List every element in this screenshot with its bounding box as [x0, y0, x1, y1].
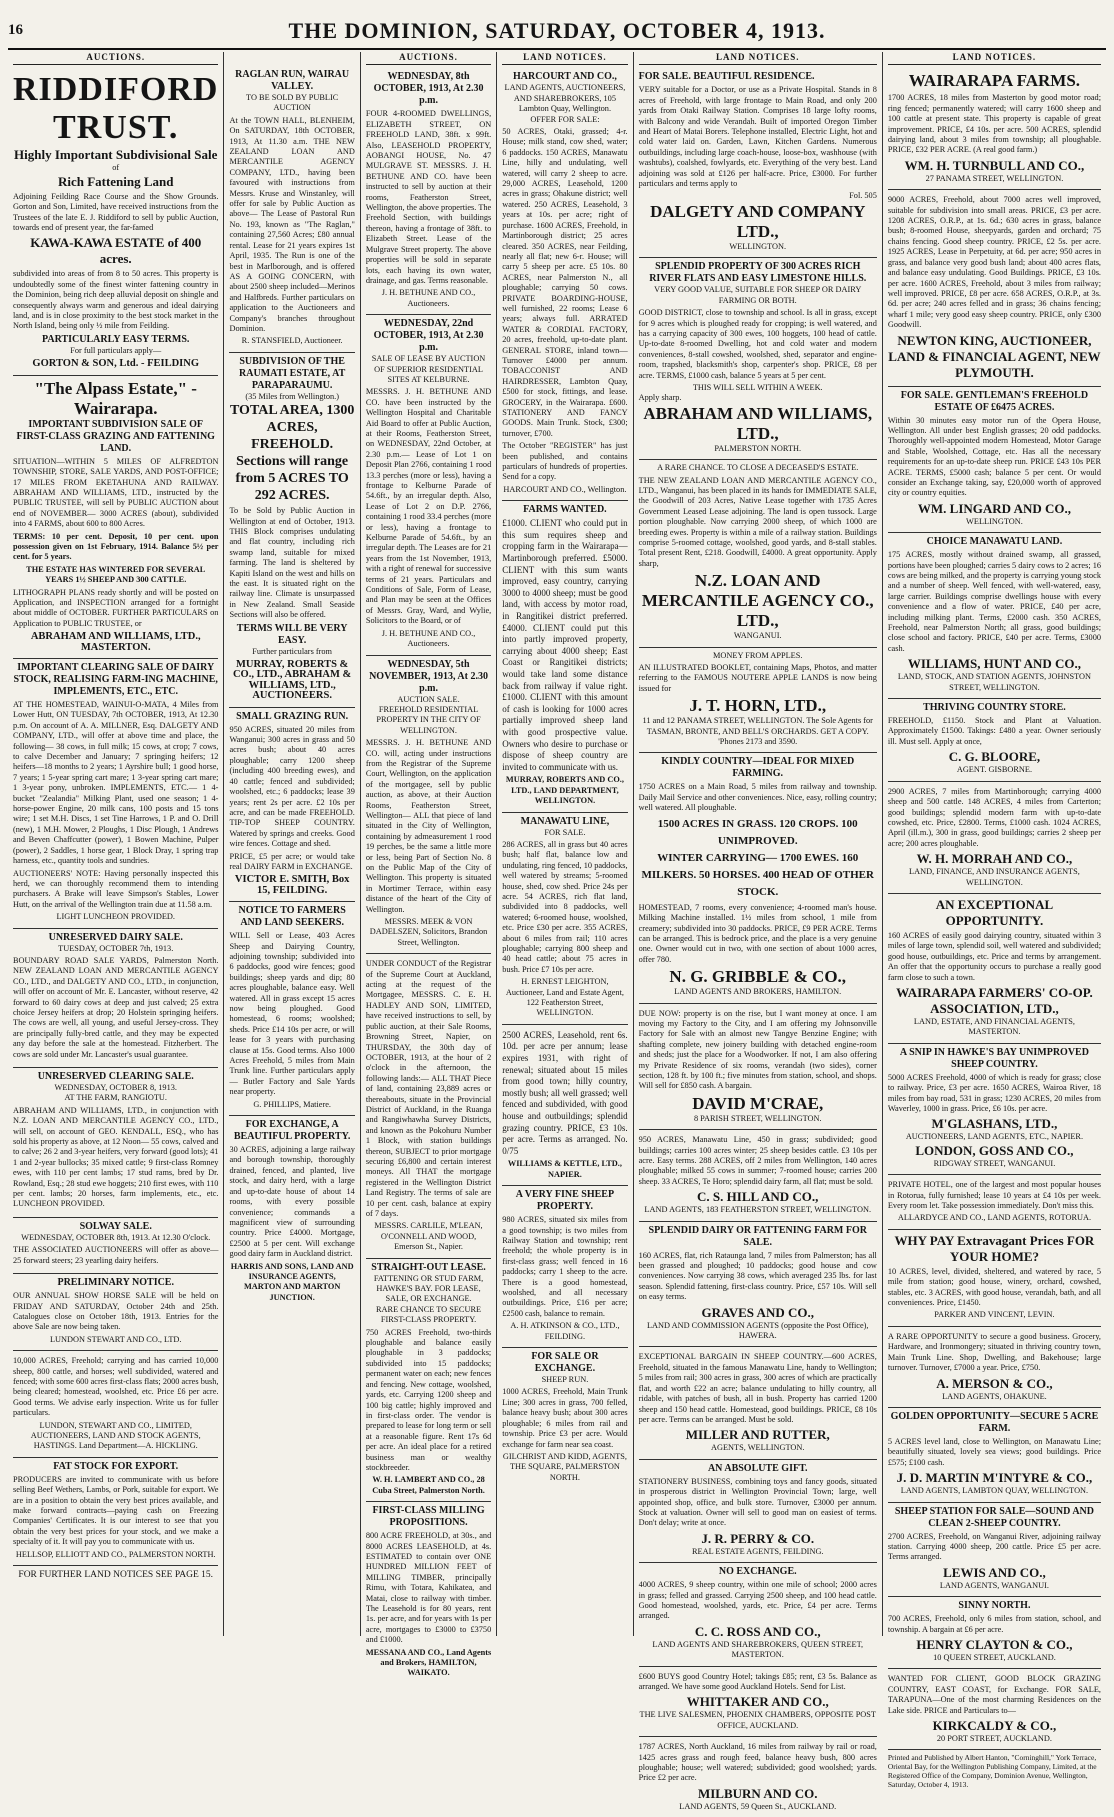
ad-agent: N. G. GRIBBLE & CO., [669, 967, 847, 987]
ad-agent: J. R. PERRY & CO. [701, 1530, 815, 1546]
ad-agent: WM. LINGARD AND CO., [917, 500, 1071, 516]
ad-body: FREEHOLD, £1150. Stock and Plant at Valuation. Approximately £1500. Takings: £480 a year. Owner seriously ill. Must sell. Apply at once, [887, 716, 1102, 746]
columns [8, 52, 1106, 1811]
ad-title: WAIRARAPA FARMS. [908, 71, 1081, 91]
ad-date: WEDNESDAY, OCTOBER 8, 1913. [54, 1083, 177, 1092]
ad-title: NO EXCHANGE. [718, 1566, 797, 1578]
ad-newton-king [888, 190, 1101, 386]
ad-note: LIGHT LUNCHEON PROVIDED. [56, 912, 175, 922]
ad-body: PRIVATE HOTEL, one of the largest and most popular houses in Rotorua, fully furnished; lease 10 years at £4 10s per week. Every room let. Take possession immediately. Don't miss this. [887, 1180, 1102, 1211]
ad-alpass-estate [13, 376, 218, 659]
ad-gentlemans-estate [888, 387, 1101, 534]
ad-body: 1787 ACRES, North Auckland, 16 miles from railway by rail or road, 1425 acres grass and rough feed, balance heavy bush, 800 acres ploughable; house; well watered; subdivided; good woolshed; yards. Price £2 per acre. [638, 1742, 877, 1783]
ad-title: SPLENDID DAIRY OR FATTENING FARM FOR SALE. [648, 1224, 867, 1248]
ad-agent: NEWTON KING, AUCTIONEER, LAND & FINANCIAL AGENT, NEW PLYMOUTH. [888, 332, 1101, 380]
ad-agent: HARCOURT AND CO., Wellington. [503, 484, 627, 494]
ad-body: 980 ACRES, situated six miles from a good township; is two miles from Railway Station and township; rent freehold; the whole property is in first-class grass; well fenced in 16 paddocks; carry 1 sheep to the acre. There is a good homestead, woolshed, and all necessary outbuildings. Price, £16 per acre; £2500 cash, balance to remain. [502, 1215, 628, 1318]
ad-mortgagee-sale [366, 954, 491, 1258]
see-page-note: FOR FURTHER LAND NOTICES SEE PAGE 15. [18, 1570, 214, 1581]
ad-fat-stock-export [13, 1458, 218, 1566]
ad-manawatu-line [502, 813, 627, 1025]
ad-title: PRELIMINARY NOTICE. [57, 1277, 174, 1289]
ad-agent: WM. H. TURNBULL AND CO., [904, 157, 1085, 173]
ad-dairy-fattening-farm [639, 1222, 877, 1348]
ad-agent: R. STANSFIELD, Auctioneer. [241, 336, 343, 346]
ad-title: FIRST-CLASS MILLING PROPOSITIONS. [372, 1505, 485, 1529]
ad-town: PALMERSTON NORTH. [714, 443, 802, 453]
ad-agent: MESSANA AND CO., Land Agents and Brokers, HAMILTON, WAIKATO. [365, 1647, 492, 1678]
ad-body: LITHOGRAPH PLANS ready shortly and will be posted on Application, and INSPECTION arranged for a fortnight about middle of OCTOBER. FURTHER PARTICULARS on Application to PUBLIC TRUSTEE, or [13, 587, 219, 628]
ad-agent: WILLIAMS & KETTLE, LTD., NAPIER. [507, 1159, 622, 1179]
column-5 [634, 52, 883, 1811]
ad-address: THE LIVE SALESMEN, PHOENIX CHAMBERS, OPPOSITE POST OFFICE, AUCKLAND. [639, 1710, 876, 1730]
ad-price: PRICE, £5 per acre; or would take real DAIRY FARM in EXCHANGE. [229, 851, 355, 871]
ad-apply: For full particulars apply— [70, 345, 162, 355]
ad-title: FOR EXCHANGE, A BEAUTIFUL PROPERTY. [233, 1119, 351, 1143]
ad-rare-opportunity [888, 1327, 1101, 1408]
ad-title: AN ABSOLUTE GIFT. [707, 1462, 808, 1474]
ad-address: RIDGWAY STREET, WANGANUI. [933, 1158, 1056, 1168]
ad-body: 160 ACRES of easily good dairying country, situated within 3 miles of large town, splendid soil, well watered and subdivided; good house, outbuildings, etc. Price and terms by arrangement. An offer that the opportunity occurs to purchase a really good farm close to such a town. [887, 930, 1102, 982]
ad-clearing-sale-wainuiomata [13, 659, 218, 929]
ad-agent: J. T. HORN, LTD., [689, 696, 827, 716]
ad-morrah [888, 782, 1101, 894]
ad-note: THIS WILL SELL WITHIN A WEEK. [692, 382, 823, 392]
ad-subtitle: SALE OF LEASE BY AUCTION OF SUPERIOR RESIDENTIAL SITES AT KELBURNE. [371, 354, 486, 384]
ad-title: SINNY NORTH. [958, 1600, 1031, 1612]
ad-notice-to-farmers [229, 902, 354, 1116]
ad-title: FOR SALE. GENTLEMAN'S FREEHOLD ESTATE OF £6475 ACRES. [900, 389, 1089, 413]
ad-agent: MESSRS. CARLILE, M'LEAN, O'CONNELL AND WOOD, Emerson St., Napier. [374, 1221, 483, 1252]
ad-agent: A. MERSON & CO., [936, 1375, 1053, 1391]
ad-town: WELLINGTON. [729, 241, 787, 251]
ad-grass-crops: 1500 ACRES IN GRASS. 120 CROPS. 100 UNIMPROVED. [657, 817, 858, 847]
ad-body: 5000 ACRES Freehold, 4000 of which is ready for grass; close to railway. Price, £3 per acre. 1650 ACRES, Wairoa River, 18 miles from bay road, 531 in grass; 1230 ACRES, 20 miles from Waverley, 1000 in grass. Price, £6 10s. per acre. [887, 1072, 1102, 1113]
ad-body: £600 BUYS good Country Hotel; takings £85; rent, £3 5s. Balance as arranged. We have some good Auckland Hotels. Send for List. [638, 1671, 877, 1691]
ad-unreserved-dairy-sale [13, 929, 218, 1068]
ad-body: OUR ANNUAL SHOW HORSE SALE will be held on FRIDAY AND SATURDAY, October 24th and 25th. Catalogues close on October 18th, 1913. Entries for the above Sale are now being taken. [13, 1291, 219, 1332]
ad-agent: W. H. MORRAH AND CO., [916, 851, 1073, 867]
ad-body: 2700 ACRES, Freehold, on Wanganui River, adjoining railway station. Carrying 4000 sheep, 200 cattle. Price £5 per acre. Terms arranged. [887, 1531, 1102, 1562]
column-header: LAND NOTICES. [639, 52, 877, 65]
ad-winter-carrying: WINTER CARRYING— 1700 EWES. 160 MILKERS. 50 HORSES. 400 HEAD OF OTHER STOCK. [641, 851, 874, 898]
ad-harcourt [502, 68, 627, 501]
ad-terms: PARTICULARLY EASY TERMS. [42, 333, 190, 345]
ad-country-hotel [639, 1667, 877, 1738]
ad-agent: WHITTAKER AND CO., [686, 1694, 829, 1710]
ad-body: UNDER CONDUCT of the Registrar of the Supreme Court at Auckland, acting at the request of the Mortgagee, MESSRS. C. E. H. HADLEY AND SON, LIMITED, have received instructions to sell, by public auction, at their Sale Rooms, Browning Street, Napier, on THURSDAY, the 30th day of OCTOBER, 1913, at the hour of 2 o'clock in the afternoon, the following lands:— ALL THAT Piece of land, containing 23,889 acres or thereabouts, situate in the Provincial District of Auckland, in the Ruanga and Rangiwhawha Survey Districts, and known as the Pokohuru Number 1 Block, with station buildings thereon, SUBJECT to prior mortgage securing £6,800 and certain interest moneys. All THAT the mortgage registered in the Wellington District Land Registry. The terms of sale are 10 per cent. cash, balance at expiry of 7 days. [365, 959, 492, 1218]
ad-address: AUCTIONEERS, LAND AGENTS, ETC., NAPIER. [905, 1132, 1084, 1142]
ad-title: FAT STOCK FOR EXPORT. [53, 1460, 179, 1472]
ad-body: 700 ACRES, Freehold, only 6 miles from station, school, and township. A bargain at £6 per acre. [887, 1614, 1102, 1634]
ad-agent: A. H. ATKINSON & CO., LTD., FEILDING. [510, 1321, 620, 1341]
ad-agent: LONDON, GOSS AND CO., [915, 1142, 1074, 1158]
ad-town: WANGANUI. [733, 631, 782, 641]
ad-subtitle: AUCTION SALE. [397, 694, 460, 704]
ad-address: LAND AGENTS, OHAKUNE. [942, 1391, 1047, 1401]
ad-golden-opportunity [888, 1408, 1101, 1503]
ad-body: DUE NOW: property is on the rise, but I want money at once. I am moving my Factory to the City, and I am offering my Johnsonville Factory for Sale with an almost new Tangye Benzine Engine; with shafting complete, new joinery building with detached engine-room and sheds; just the place for a Woodworker. If not, I am also offering my Private Residence of six rooms, verandah (two sides), corner section, 128 ft. by 100 ft.; five minutes from station, school, and shops. Will sell for £850 cash. A bargain. [638, 1008, 877, 1091]
ad-agent: HARRIS AND SONS, LAND AND INSURANCE AGENTS, MARTON AND MARTON JUNCTION. [230, 1261, 354, 1302]
newspaper-title: THE DOMINION, SATURDAY, OCTOBER 4, 1913. [288, 18, 826, 43]
ad-country-store [888, 699, 1101, 782]
ad-agent: DAVID M'CRAE, [692, 1093, 824, 1113]
ad-title: WEDNESDAY, 22nd OCTOBER, 1913, At 2.30 p.m. [373, 318, 484, 354]
ad-subtitle: FREEHOLD RESIDENTIAL PROPERTY IN THE CITY OF WELLINGTON. [376, 704, 481, 735]
ad-address: LAND AND COMMISSION AGENTS (opposite the Post Office), HAWERA. [646, 1320, 869, 1341]
ad-body: ABRAHAM AND WILLIAMS, LTD., in conjunction with N.Z. LOAN AND MERCANTILE AGENCY CO., LTD., will sell, on account of GEO. KENDALL, ESQ., who has sold his property as above, at 12 Noon— 55 cows, calved and to calve; 26 2 and 3-year heifers, very forward (good lots); 41 1 and 2-year bullocks; 35 mixed cattle; 9 first-class Romney ewes, with 110 per cent lambs; 17 stud rams, bred by Dr. Rowland, Esq.; 28 stud ewe hoggets; 210 first ewes, with 110 per cent. lambs; 20 horses, farm implements, etc., etc. LUNCHEON PROVIDED. [13, 1105, 219, 1209]
ad-body: A RARE OPPORTUNITY to secure a good business. Grocery, Hardware, and Ironmongery; situated in thriving country town, Main Trunk Line. Shop, Dwelling, and Bakehouse; large turnover. Turnover, £7000 a year. Price, £750. [887, 1331, 1102, 1373]
ad-agent: GORTON & SON, Ltd. - FEILDING [32, 358, 200, 370]
ad-agent: LEWIS AND CO., [943, 1564, 1046, 1580]
ad-subtitle: Rich Fattening Land [57, 173, 174, 189]
ad-city-property [366, 656, 491, 955]
ad-body: 10,000 ACRES, Freehold; carrying and has carried 10,000 sheep, 800 cattle, and horses; well subdivided, watered and fenced; with some 600 acres first-class flats; 2000 acres bush, being cleared; homestead, woolshed, etc. Price £6 per acre. Good terms. We advise early inspection. Write us for fuller particulars. [13, 1356, 219, 1418]
ad-sheep-run-exchange [502, 1348, 627, 1488]
ad-title: SHEEP STATION FOR SALE—SOUND AND CLEAN 2-SHEEP COUNTRY. [894, 1505, 1094, 1529]
ad-agent: H. ERNEST LEIGHTON, Auctioneer, Land and Estate Agent, 122 Featherston Street, WELLINGTON. [505, 977, 624, 1018]
ad-body: 2900 ACRES, 7 miles from Martinborough; carrying 4000 sheep and 500 cattle. 148 ACRES, 4 miles from Carterton; good buildings; splendid modern farm with up-to-date cowshed, etc. Price, £2800. Terms, £1000 cash. 1024 ACRES, April (ill.m.), 300 in grass, good buildings; carries 2 sheep per acre; 200 acres ploughable. [887, 786, 1102, 848]
ad-estate: KAWA-KAWA ESTATE of 400 acres. [30, 235, 202, 267]
ad-terms: TERMS WILL BE VERY EASY. [236, 622, 348, 646]
ad-body: THE NEW ZEALAND LOAN AND MERCANTILE AGENCY CO., LTD., Wanganui, has been placed in its hands for IMMEDIATE SALE, the Goodwill of 203 Acres, Native Lease together with 1735 Acres Government Leased Lease adjoining. The land is open tussock. Large portion ploughable. Now carrying 2000 sheep, of which 1000 are breeding ewes. Property is within a mile of a railway station. Buildings comprise 5-roomed cottage, woolshed, good yards, and 8-stall stables. Total present Rent, £218. Goodwill, £4000. A great opportunity. Apply sharp, [638, 475, 877, 568]
ad-title: SUBDIVISION OF THE RAUMATI ESTATE, AT PARAPARAUMU. [239, 355, 346, 391]
ad-terms: TERMS: 10 per cent. Deposit, 10 per cent. upon possession given on 1st February, 1914. Balance 5½ per cent. for 5 years. [13, 531, 219, 562]
ad-title: RAGLAN RUN, WAIRAU VALLEY. [235, 69, 350, 92]
ad-agent: C. S. HILL AND CO., [697, 1189, 819, 1205]
ad-title: SOLWAY SALE. [79, 1220, 152, 1232]
ad-address: LAND AGENTS, 59 Queen St., AUCKLAND. [679, 1801, 837, 1811]
ad-body: STATIONERY BUSINESS, combining toys and fancy goods, situated in prosperous district in Wellington Provincial Town; large, well appointed shop, office, and bulk store. Turnover, £3000 per annum. Stock at valuation. Owner will sell to good man on easiest of terms. Don't delay; write at once. [638, 1476, 877, 1528]
ad-no-exchange [639, 1563, 877, 1666]
ad-agent: MILBURN AND CO. [697, 1785, 818, 1801]
ad-money-from-apples [639, 648, 877, 754]
ad-agent: LUNDON STEWART AND CO., LTD. [49, 1334, 182, 1344]
ad-address: LAND, ESTATE, AND FINANCIAL AGENTS, MASTERTON. [913, 1016, 1075, 1037]
ad-hawkes-bay-snip [888, 1044, 1101, 1175]
masthead [8, 8, 1106, 50]
ad-agent: J. H. BETHUNE AND CO., Auctioneers. [381, 288, 476, 308]
ad-title: FOR SALE. BEAUTIFUL RESIDENCE. [638, 71, 815, 83]
ad-subtitle: RARE CHANCE TO SECURE FIRST-CLASS PROPERTY. [376, 1304, 482, 1325]
ad-title: AN EXCEPTIONAL OPPORTUNITY. [935, 896, 1054, 928]
ad-address: LAND, FINANCE, AND INSURANCE AGENTS, WELLINGTON. [909, 867, 1080, 887]
ad-title: CHOICE MANAWATU LAND. [926, 536, 1063, 548]
ad-title: SMALL GRAZING RUN. [236, 710, 349, 722]
ad-body: SITUATION—WITHIN 5 MILES OF ALFREDTON TOWNSHIP, STORE, SALE YARDS, AND POST-OFFICE; 17 MILES FROM EKETAHUNA AND RAILWAY. ABRAHAM AND WILLIAMS, LTD., instructed by the PUBLIC TRUSTEE, will sell by PUBLIC AUCTION about end of NOVEMBER— 3000 ACRES (about), subdivided into 4 FARMS, about 600 to 800 Acres. [13, 456, 219, 529]
ad-title: HARCOURT AND CO., [512, 71, 617, 83]
ad-body: 10 ACRES, level, divided, sheltered, and watered by race, 5 mile from station; good house, winery, orchard, cowshed, stables, etc. 3 ACRES, with good house, verandah, bath, and all conveniences. Price, £1450. [887, 1266, 1102, 1308]
ad-title: RIDDIFORD TRUST. [13, 71, 219, 147]
ad-date: WEDNESDAY, OCTOBER 8th, 1913. At 12.30 O'clock. [21, 1232, 211, 1242]
ad-kelburne-sites [366, 315, 491, 655]
column-4 [497, 52, 633, 1636]
ad-agent: MESSRS. MEEK & VON DADELSZEN, Solicitors, Brandon Street, Wellington. [369, 917, 488, 947]
ad-title: SPLENDID PROPERTY OF 300 ACRES RICH RIVER FLATS AND EASY LIMESTONE HILLS. [649, 261, 867, 285]
ad-body: 160 ACRES, flat, rich Rataunga land, 7 miles from Palmerston; has all been grassed and ploughed; 10 paddocks; good house and cow conveniences. Now carrying 38 cows, which averaged 235 lbs. for last season. Splendid fattening, first-class country. Price, £57 10s. Will sell on easy terms. [638, 1250, 877, 1302]
ad-for-exchange [229, 1116, 354, 1308]
ad-subtitle: Highly Important Subdivisional Sale [14, 147, 218, 163]
ad-title: THRIVING COUNTRY STORE. [923, 702, 1066, 714]
ad-exceptional-opportunity [888, 894, 1101, 1044]
ad-address: 8 PARISH STREET, WELLINGTON. [693, 1113, 822, 1123]
ad-address: AGENTS, WELLINGTON. [711, 1443, 805, 1453]
ad-body: Adjoining Feilding Race Course and the Show Grounds. Gorton and Son, Limited, have received instructions from the Trustees of the late E. J. Riddiford to sell by public Auction, towards end of present year, the far-famed [13, 191, 219, 233]
ad-subtitle: TO BE SOLD BY PUBLIC AUCTION [246, 93, 339, 113]
column-header: LAND NOTICES. [502, 52, 627, 65]
ad-agent: WAIRARAPA FARMERS' CO-OP. ASSOCIATION, LTD., [896, 984, 1093, 1016]
ad-agent: M'GLASHANS, LTD., [931, 1116, 1058, 1132]
ad-milling-propositions [366, 1502, 491, 1684]
column-1 [8, 52, 224, 1636]
ad-place: AT THE FARM, RANGIOTU. [64, 1093, 168, 1103]
ad-apply: Further particulars from [252, 646, 332, 656]
ad-subtitle: SHEEP RUN. [541, 1375, 589, 1385]
ad-body: GOOD DISTRICT, close to township and school. Is all in grass, except for 9 acres which is ploughed ready for cropping; is well watered, and has a carrying capacity of 300 ewes, 100 hoggets, 100 head of cattle. Up-to-date 8-roomed Dwelling, hot and cold water and modern conveniences, 8-stall cowshed, woolshed, shed, separator and engine-room, trapshed, blacksmith's shop, carpenter's shop. PRICE, £8 per acre. TERMS, £1000 cash, balance 5 years at 5 per cent. [638, 308, 877, 380]
ad-address: REAL ESTATE AGENTS, FEILDING. [691, 1546, 824, 1556]
ad-sections: Sections will range from 5 ACRES TO 292 ACRES. [235, 454, 349, 504]
ad-total-area: TOTAL AREA, 1300 ACRES, FREEHOLD. [229, 403, 355, 453]
column-3 [361, 52, 497, 1678]
ad-body: 950 ACRES, Manawatu Line, 450 in grass; subdivided; good buildings; carries 100 acres winter; 25 sheep besides cattle. £3 10s per acre. Easy terms. 288 ACRES, off 2 miles from Wellington, 140 acres ploughable; milked 55 cows in summer; 7-roomed house; carries 200 sheep. 33 ACRES, Te Horo; splendid dairy farm, all flat; must be sold. [638, 1135, 877, 1186]
ad-beautiful-residence [639, 68, 877, 258]
ad-address: 10 QUEEN STREET, AUCKLAND. [933, 1652, 1056, 1662]
ad-title: NOTICE TO FARMERS AND LAND SEEKERS. [238, 905, 346, 929]
column-6 [883, 52, 1106, 1790]
ad-body: BOUNDARY ROAD SALE YARDS, Palmerston North. NEW ZEALAND LOAN AND MERCANTILE AGENCY CO., LTD., and DALGETY AND CO., LTD., in conjunction, will offer on account of Mr. E. Lancaster, without reserve, 42 forward to 60 dairy cows at deep and just calved; 25 extra choice Jersey heifers at drop; 20 Holstein springing heifers. The cows are well, all young, and useful Jersey-cross. They are principally fully-bred cattle, and they may be expected any day before the sale at the homestead. Fitzherbert. The cows are sold under Mr. Lancaster's usual guarantee. [13, 955, 219, 1059]
ad-town: LAND AGENTS AND BROKERS, HAMILTON. [674, 987, 842, 997]
ad-address: WELLINGTON. [966, 516, 1023, 526]
ad-body: THE ASSOCIATED AUCTIONEERS will offer as above— 25 forward steers; 23 yearling dairy heifers. [13, 1245, 219, 1265]
ad-sinny-north [888, 1597, 1101, 1669]
column-2 [224, 52, 360, 1636]
ad-body: AN ILLUSTRATED BOOKLET, containing Maps, Photos, and matter referring to the FAMOUS NOUTERE APPLE LANDS is now being issued for [638, 663, 877, 693]
ad-solway-sale [13, 1218, 218, 1274]
ad-agent: PARKER AND VINCENT, LEVIN. [934, 1310, 1055, 1320]
ad-raumati-estate [229, 353, 354, 708]
ad-subtitle: FOR SALE. [544, 827, 586, 837]
ad-agent: WILLIAMS, HUNT AND CO., [907, 656, 1081, 672]
column-header: AUCTIONS. [13, 52, 218, 65]
ad-agent: J. H. BETHUNE AND CO., Auctioneers. [381, 628, 476, 649]
ad-body: AT THE HOMESTEAD, WAINUI-O-MATA, 4 Miles from Lower Hutt, ON TUESDAY, 7th OCTOBER, 1913, At 12.30 p.m. On account of A. A. MILLNER, Esq. DALGETY AND COMPANY, LTD., will offer at above time and place, the following— 38 cows, in full milk; 15 cows, at crop; 7 cows, to calve December and January; 7 springing heifers; 12 heifers—18 months to 2 years; 1 Ayrshire bull; 1 good horse, 7 years; 1 5-year spring cart mare; 1 3-year spring cart mare; 1 3-year pony, unbroken. IMPLEMENTS, ETC.— 1 4-bucket "Zealandia" Milking Plant, used one season; 1 4-horse-power Engine, 20 milk cans, 100 posts and 15 tons wire; 1 set M.H. Discs, 1 set Tine Harrows, 1 P. and O. Drill (new), 1 M.H. Mower, 2 Ploughs, 1 Disc Plough, 1 Andrews and Beven Chaffcutter (power), 1 Bowen Machine, Pulper (power), 2 Saddles, 1 horse gear, 1 Block Dray, 1 spring trap harness, etc., quantity tools and sundries. [13, 700, 219, 866]
ad-body: 1750 ACRES on a Main Road, 5 miles from railway and township. Daily Mail Service and other conveniences. Nice, easy, rolling country; well watered. All ploughable. [638, 782, 877, 813]
ad-title: IMPORTANT CLEARING SALE OF DAIRY STOCK, REALISING FARM-ING MACHINE, IMPLEMENTS, ETC., ETC. [13, 662, 218, 697]
ad-agent: DALGETY AND COMPANY LTD., [650, 201, 866, 241]
ad-body: AUCTIONEERS' NOTE: Having personally inspected this herd, we can thoroughly recommend them to intending purchasers. A Brake will leave Simpson's Stables, Lower Hutt, on the arrival of the Wellington train due at 11.58 a.m. [13, 868, 219, 909]
ad-text: of [112, 163, 120, 173]
ad-raglan-run [229, 66, 354, 353]
ad-wairarapa-farms [888, 68, 1101, 190]
ad-body: HOMESTEAD, 7 rooms, every convenience; 4-roomed man's house. Milking Machine installed. 1½ miles from school, 1 mile from creamery; subdivided into 30 paddocks. PRICE, £9 PER ACRE. Terms can be arranged. This is bedrock price, and the place is a very genuine one. Owner would cut in two, with one section of about 1000 acres, offer 780. [638, 902, 877, 964]
ad-title: GOLDEN OPPORTUNITY—SECURE 5 ACRE FARM. [890, 1410, 1099, 1434]
ad-note: THE ESTATE HAS WINTERED FOR SEVERAL YEARS 1½ SHEEP AND 300 CATTLE. [26, 564, 206, 585]
ad-private-hotel [888, 1175, 1101, 1230]
ad-title: KINDLY COUNTRY—IDEAL FOR MIXED FARMING. [661, 756, 855, 780]
ad-title: UNRESERVED CLEARING SALE. [37, 1071, 194, 1082]
ad-preliminary-notice [13, 1274, 218, 1351]
ad-agent: MURRAY, ROBERTS AND CO., LTD., LAND DEPARTMENT, WELLINGTON. [505, 775, 624, 806]
ad-title: FARMS WANTED. [523, 504, 607, 516]
ad-title: FOR SALE OR EXCHANGE. [531, 1351, 599, 1375]
ad-body: 5 ACRES level land, close to Wellington, on Manawatu Line; beautifully situated, lovely sea views; good buildings. Price £575; £100 cash. [887, 1436, 1102, 1467]
ad-body: 750 ACRES Freehold, two-thirds ploughable and balance easily ploughable in 3 paddocks; subdivided into 15 paddocks; permanent water on each; new fences and fencing. New cottage, woolshed, yards, etc. Carrying 1200 sheep and 100 big cattle; highly improved and in first-class order. The vendor is prepared to lease for long term or sell at a reasonable figure. Rent 17s 6d per acre. An ideal place for a retired business man or wealthy stockbreeder. [365, 1327, 492, 1472]
ad-choice-manawatu [888, 533, 1101, 699]
ad-body: 50 ACRES, Otaki, grassed; 4-r. House; milk stand, cow shed, water; 6 paddocks. 150 ACRES, Manawatu Line, hilly and undulating, well watered, will carry 2 sheep to acre. 29,000 ACRES, Leasehold, 1200 acres in grass; Ohakune district; well watered. 250 ACRES, Leasehold, 3 years at 10s. per acre; right of purchase. 1600 ACRES, Freehold, in Martinborough district; 25 acres cleared. 350 ACRES, near Feilding, nearly all flat; new 6-r. House; will carry 5 sheep per acre. £5 10s. 80 ACRES, near Palmerston N., all ploughable; carrying 50 cows. PRIVATE BOARDING-HOUSE, well furnished, 22 rooms; Lease 6 years; always full. ARRATED WATER & CORDIAL FACTORY, 20 acres, freehold, up-to-date plant. GENERAL STORE, inland town—Turnover £4000 per annum. TOBACCONIST AND HAIRDRESSER, Lambton Quay, £500 for stock, fittings, and lease. GROCERY, in the Wairarapa. £600. STATIONERY AND FANCY GOODS. Main Trunk. Stock, £300; turnover, £700. [502, 127, 628, 438]
ad-farms-wanted [502, 501, 627, 812]
ad-subtitle: (35 Miles from Wellington.) [245, 391, 339, 401]
ad-subtitle: LAND AGENTS, AUCTIONEERS, AND SHAREBROKERS, 105 Lambton Quay, Wellington. [504, 83, 626, 114]
ad-address: LAND AGENTS, WANGANUI. [939, 1580, 1049, 1590]
ad-sheep-station [888, 1503, 1101, 1598]
ad-title: A SNIP IN HAWKE'S BAY UNIMPROVED SHEEP COUNTRY. [899, 1046, 1089, 1070]
ad-title: UNRESERVED DAIRY SALE. [48, 931, 183, 943]
ad-address: AGENT. GISBORNE. [956, 765, 1033, 775]
ad-subtitle: VERY GOOD VALUE, SUITABLE FOR SHEEP OR DAIRY FARMING OR BOTH. [654, 285, 862, 305]
ad-title: MANAWATU LINE, [520, 815, 610, 827]
ad-body: FOUR 4-ROOMED DWELLINGS, ELIZABETH STREET, ON FREEHOLD LAND, 38ft. x 99ft. Also, LEASEHOLD PROPERTY, AOBANGI HOUSE, No. 47 MULGRAVE ST. MESSRS. J. H. BETHUNE AND CO. have been instructed to sell by auction at their rooms, Featherston Street, Wellington, the above properties. The Freehold Section, with buildings thereon, having a frontage of 38ft. to Elizabeth Street. Lease of the Mulgrave Street property. The above properties will be sold in separate lots, each having its own water, drainage, and gas. Terms reasonable. [365, 109, 492, 285]
ad-ref: Fol. 505 [849, 191, 877, 201]
ad-why-pay [888, 1230, 1101, 1327]
ad-body: 800 ACRE FREEHOLD, at 30s., and 8000 ACRES LEASEHOLD, at 4s. ESTIMATED to contain over ONE HUNDRED MILLION FEET of MILLING TIMBER, principally Rimu, with Totara, Kahikatea, and Matai, close to railway with timber. The Leasehold is for 80 years, rent 1s. per acre, and for years with 1s per acre, mortgages to £3000 to £3750 and £1000. [365, 1531, 492, 1645]
ad-title: WEDNESDAY, 8th OCTOBER, 1913, At 2.30 p.m. [373, 71, 484, 107]
ad-body: Within 30 minutes easy motor run of the Opera House, Wellington. All under best English grasses; 20 odd paddocks. Thoroughly well-appointed modern Homestead, Motor Garage and Stable, Woolshed, Cottage, etc. Has all the necessary requirements for an up-to-date sheep run. PRICE £43 10s PER ACRE. TERMS, £5000 cash; balance 5 per cent. Or would consider an Exchange taking, say, £20,000 worth of approved city or country equities. [887, 415, 1102, 498]
ad-address: 11 and 12 PANAMA STREET, WELLINGTON. The Sole Agents for TASMAN, BRONTE, AND BELL'S ORCHARDS. GET A COPY. 'Phones 2173 and 3590. [642, 716, 873, 747]
ad-johnsonville-factory [639, 1004, 877, 1131]
ad-title: A RARE CHANCE. TO CLOSE A DECEASED'S ESTATE. [657, 463, 859, 473]
ad-unreserved-clearing-sale [13, 1068, 218, 1218]
ad-body: To be Sold by Public Auction in Wellington at end of October, 1913. THIS Block comprises undulating and flat country, including rich swamp land, suitable for mixed farming. The land is sheltered by Kapiti Island on the west and hills on the east. It is situated right on the railway line. Climate is unsurpassed in New Zealand. Small Seaside Sections will also be offered. [229, 506, 355, 620]
ad-agent: LUNDON, STEWART AND CO., LIMITED, AUCTIONEERS, LAND AND STOCK AGENTS, HASTINGS. Land Department—A. HICKLING. [30, 1420, 201, 1451]
ad-riddiford-trust [13, 68, 218, 375]
ad-body: 286 ACRES, all in grass but 40 acres bush; half flat, balance low and undulating, ring fenced, 10 paddocks, well watered by streams; 5-roomed house, shed, cow shed. Price 24s per acre. 54 ACRES, rich flat land, subdivided into 8 paddocks, well watered; 6-roomed house, woolshed, etc. Price £30 per acre. 355 ACRES, about 6 miles from rail; 110 acres ploughable; carrying 800 sheep and 40 head cattle; about 75 acres in bush. Price £7 10s per acre. [502, 839, 628, 974]
ad-agent: ALLARDYCE AND CO., LAND AGENTS, ROTORUA. [897, 1213, 1092, 1223]
ad-agent: ABRAHAM AND WILLIAMS, LTD., MASTERTON. [30, 631, 201, 653]
ad-agent: VICTOR E. SMITH, Box 15, FEILDING. [234, 874, 350, 896]
ad-subtitle: IMPORTANT SUBDIVISION SALE OF FIRST-CLASS GRAZING AND FATTENING LAND. [16, 418, 215, 454]
ad-agent: HELLSOP, ELLIOTT AND CO., PALMERSTON NORTH. [15, 1549, 216, 1559]
ad-wanted-for-client [888, 1669, 1101, 1750]
ad-date: TUESDAY, OCTOBER 7th, 1913. [58, 943, 174, 953]
ad-agent: GRAVES AND CO., [701, 1304, 814, 1320]
ad-address: LAND AGENTS AND SHAREBROKERS, QUEEN STREET, MASTERTON. [652, 1639, 864, 1660]
ad-10000-acres [13, 1351, 218, 1458]
ad-four-dwellings [366, 68, 491, 315]
ad-title: MONEY FROM APPLES. [713, 650, 803, 660]
ad-body: EXCEPTIONAL BARGAIN IN SHEEP COUNTRY.—600 ACRES, Freehold, situated in the famous Manawatu Line, handy to Wellington; 5 miles from rail; 300 acres in grass, 300 acres of which are practically flat, and worth £22 an acre; balance undulating to hilly country, all ridable, with patches of bush, all in bush. Property has carried 1200 sheep and 150 head cattle. Homestead, good buildings. PRICE, £8 10s per acre. Terms can be arranged. Must be sold. [638, 1352, 877, 1424]
ad-body: VERY suitable for a Doctor, or use as a Private Hospital. Stands in 8 acres of Freehold, with large frontage to Main Road, and only 200 yards from Otaki Railway Station. Comprises 18 large lofty rooms, with Balcony and wide Verandah. Built of imported Oregon Timber and Heart of Matai Borers. Telephone installed, Electric Light, hot and cold water laid on. Garden, Lawn, Kitchen Gardens. Numerous outbuildings, including large coach-house, loose-box, washhouse (with washtubs), coalshed, fowlyards, etc. Everything of the very best. Land adjoining was sold at £126 per half-acre. Price, £3000. For further particulars and terms apply to [638, 85, 877, 189]
ad-agent: ABRAHAM AND WILLIAMS, LTD., [643, 403, 873, 443]
ad-body: MESSRS. J. H. BETHUNE AND CO. will, acting under instructions from the Registrar of the Supreme Court, Wellington, on the application of the mortgagee, sell by public auction, as above, at their Auction Rooms, Featherston Street, Wellington— ALL that piece of land situated in the City of Wellington, containing by admeasurement 1 rood 19 perches, be the same a little more or less, being Part of Section No. 8 on the Public Map of the City of Wellington. This property is situated in Mortimer Terrace, within easy distance of the heart of the City of Wellington. [365, 738, 492, 914]
ad-title: STRAIGHT-OUT LEASE. [371, 1261, 486, 1273]
ad-agent: MILLER AND RUTTER, [685, 1427, 830, 1443]
ad-mixed-farming [639, 753, 877, 1003]
ad-straight-out-lease [366, 1259, 491, 1503]
ad-body: PRODUCERS are invited to communicate with us before selling Beef Wethers, Lambs, or Pork, suitable for export. We are in a position to obtain the very best prices available, and make forward contracts—paying cash on Freezing Companies' Certificates. It is our interest to see that you obtain the very best prices for your stock, and we make a specialty of it. It will pay you to communicate with us. [13, 1474, 219, 1547]
ad-agent: C. G. BLOORE, [948, 749, 1041, 765]
ad-agent: N.Z. LOAN AND MERCANTILE AGENCY CO., LTD., [641, 571, 874, 631]
page-number: 16 [8, 22, 23, 38]
ad-exceptional-bargain [639, 1347, 877, 1459]
ad-subtitle: FATTENING OR STUD FARM, HAWKE'S BAY. FOR LEASE, SALE, OR EXCHANGE. [373, 1273, 484, 1304]
ad-300-acres-river-flats [639, 258, 877, 460]
ad-title: A VERY FINE SHEEP PROPERTY. [515, 1189, 615, 1213]
ad-body: 1700 ACRES, 18 miles from Masterton by good motor road; ring fenced; permanently watered; will carry 1600 sheep and 100 cattle at present state. This property is capable of great improvement. PRICE, £4 10s. per acre. 500 ACRES, splendid dairying land, about 3 miles from township; all ploughable. PRICE, £32 PER ACRE. (A real good farm.) [887, 93, 1102, 155]
imprint: Printed and Published by Albert Hanton, "Corninghill," York Terrace, Oriental Bay, for the Wellington Publishing Company, Limited, at the Registered Office of the Company, Dominion Avenue, Wellington, Saturday, October 4, 1913. [887, 1753, 1097, 1790]
ad-body: MESSRS. J. H. BETHUNE AND CO. have been instructed by the Wellington Hospital and Charitable Aid Board to offer at Public Auction, at their Rooms, Featherston Street, on WEDNESDAY, 22nd October, at 2.30 p.m.— Lease of Lot 1 on Deposit Plan 2766, containing 1 rood 13.3 perches (more or less), having a frontage to Kelburne Parade of 54.6ft., by an irregular depth. Also, Lease of Lot 2 on D.P. 2766, containing 1 rood 33.4 perches (more or less), having a frontage to Kelburne Parade of 54.6ft., by an irregular depth. The Leases are for 21 years from the 1st November, 1913, with a right of renewal for successive terms of 21 years. Particulars and Conditions of Sale, Form of Lease, and Plan may be seen at the Offices of Messrs. Gray, Ward, and Wylie, Solicitors to the Board, or of [365, 387, 492, 626]
ad-apply: Apply sharp. [638, 393, 682, 403]
ad-small-grazing-run [229, 708, 354, 903]
ad-agent: HENRY CLAYTON & CO., [916, 1636, 1073, 1652]
ad-agent: G. PHILLIPS, Matiere. [253, 1099, 331, 1109]
ad-address: 27 PANAMA STREET, WELLINGTON. [925, 173, 1064, 183]
ad-body: £1000. CLIENT who could put in this sum requires sheep and cropping farm in the Wairarapa—Martinborough preferred. £5000. CLIENT with this sum wants improved, easy country, carrying 3000 to 4000 sheep; must be good land, with access by motor road, in Rangitikei district preferred. £4000. CLIENT could put this into partly improved property, carrying about 4000 sheep; East Coast or Rangitikei districts; would take land some distance back from railway if value right. £1000. CLIENT with this amount of cash is looking for 1000 acres partially improved sheep land with good prospective value. Owners who desire to purchase or dispose of sheep country are invited to communicate with us. [502, 518, 628, 772]
column-header: AUCTIONS. [366, 52, 491, 65]
ad-agent: KIRKCALDY & CO., [932, 1718, 1057, 1733]
ad-agent: W. H. LAMBERT AND CO., 28 Cuba Street, Palmerston North. [372, 1475, 485, 1495]
column-header: LAND NOTICES. [888, 52, 1101, 65]
ad-absolute-gift [639, 1460, 877, 1563]
ad-fine-sheep-property [502, 1186, 627, 1348]
ad-body: 4000 ACRES, 9 sheep country, within one mile of school; 2000 acres in grass; felled and grassed. Carrying 2500 sheep, and 100 head cattle. Good homestead, woolshed, yards, etc. Price, £4 per acre. Terms arranged. [638, 1580, 877, 1621]
ad-body: 9000 ACRES, Freehold, about 7000 acres well improved, suitable for subdivision into small areas. PRICE, £3 per acre. 1208 ACRES, O.R.P., at 1s. 6d.; 630 acres in grass, balance bush; 8-roomed House, sheepyards, garden and orchard; 75 chains fencing. Good sheep country. PRICE, £2 5s. per acre. 1925 ACRES, Lease in Perpetuity, at 6d. per acre; 950 acres in grass, and balance very good bush land; about 400 acres flats, and balance easy undulating. Good Buildings. PRICE, £3 10s. per acre. 1600 ACRES, Freehold, about 3 miles from railway; well improved. PRICE, £8 per acre. 658 ACRES, O.R.P., at 3s. 6d. per acre; 240 acres felled and in grass; 36 chains fencing; wharf 1 mile; very good easy sheep country. PRICE, only £300 Goodwill. [887, 195, 1102, 330]
ad-manawatu-line-950 [639, 1130, 877, 1221]
ad-body: 30 ACRES, adjoining a large railway and borough township, thoroughly drained, fenced, and planted, live stock, and dairy herd, with a large and up-to-date house of about 14 rooms, with every possible convenience; commands a magnificent view of surrounding country. Price £4000. Mortgage, £2500 at 5 per cent. Will exchange good dairy farm in Auckland district. [229, 1145, 355, 1259]
ad-offer: OFFER FOR SALE: [530, 114, 600, 124]
ad-note: The October "REGISTER" has just been published, and contains particulars of hundreds of properties. Send for a copy. [502, 441, 628, 482]
ad-deceased-estate [639, 460, 877, 647]
ad-body: WANTED FOR CLIENT, GOOD BLOCK GRAZING COUNTRY, EAST COAST, for Exchange. FOR SALE, TARAPUNA—One of the most charming Residences on the Lake side. PRICE and Particulars to— [887, 1674, 1102, 1715]
ad-address: LAND AGENTS, LAMBTON QUAY, WELLINGTON. [900, 1486, 1089, 1496]
ad-title: WEDNESDAY, 5th NOVEMBER, 1913, At 2.30 p.m. [369, 658, 488, 694]
ad-agent: J. D. MARTIN M'INTYRE & CO., [896, 1470, 1093, 1486]
ad-body: WILL Sell or Lease, 403 Acres Sheep and Dairying Country, adjoining township; subdivided into 6 paddocks, good wire fences; good buildings; sheep yards and dip; 80 acres ploughable, balance easy. Well watered. All in grass except 15 acres now being ploughed. Good homestead, 6 rooms; woolshed; sheds. Price £14 10s per acre, or will lease for 3 years with purchasing clause at 15s. Good terms. Also 1000 Acres Freehold, 5 miles from Main Trunk line. Further particulars apply — Butler Factory and Sale Yards near property. [229, 931, 355, 1097]
ad-body: 175 ACRES, mostly without drained swamp, all grassed, portions have been ploughed; carries 5 dairy cows to 2 acres; 16 cows are being milked, and the property is carrying young stock and a number of sheep. Well fenced, with well-watered, easy, large carrier. Buildings comprise dwellings house with every convenience and a flow of water. PRICE, £40 per acre, including milking plant. Terms, £2000 cash. 350 ACRES, Freehold, near Palmerston North; all grass, good buildings; close school and factory. PRICE, £40 per acre. Terms, £3000 cash. [887, 550, 1102, 653]
ad-title: "The Alpass Estate," - Wairarapa. [34, 378, 197, 418]
ad-2500-acres [502, 1025, 627, 1186]
ad-agent: GILCHRIST AND KIDD, AGENTS, THE SQUARE, PALMERSTON NORTH. [502, 1451, 627, 1482]
ad-north-auckland [639, 1737, 877, 1817]
ad-title: WHY PAY Extravagant Prices FOR YOUR HOME? [894, 1232, 1095, 1264]
ad-body: At the TOWN HALL, BLENHEIM, On SATURDAY, 18th OCTOBER, 1913, At 11.30 a.m. THE NEW ZEALAND LOAN AND MERCANTILE AGENCY COMPANY, LTD., having been favoured with instructions from Messrs. Kruse and Winstanley, will offer for sale by Public Auction as above— The Lease of Pastoral Run No. 193, known as "The Raglan," containing 27,560 Acres; £80 annual rental. Lease for 21 years expires 1st April, 1935. The Run is one of the best in Marlborough, and is offered AS A GOING CONCERN, with about 2500 sheep included—Merinos and Halfbreds. Further particulars on application to the Auctioneers and Company's branches throughout Dominion. [229, 115, 355, 333]
ad-address: LAND, STOCK, AND STATION AGENTS, JOHNSTON STREET, WELLINGTON. [897, 672, 1091, 692]
ad-body: 1000 ACRES, Freehold, Main Trunk Line; 300 acres in grass, 700 felled, balance heavy bush; about 300 acres ploughable; 6 miles from rail and township. Price £3 per acre. Would exchange for farm near sea coast. [502, 1387, 628, 1449]
ad-body: 2500 ACRES, Leasehold, rent 6s. 10d. per acre per annum; lease expires 1931, with right of renewal; situated about 15 miles from good town; hilly country, mostly bush; all well grassed; well fenced and subdivided, with good house and outbuildings; splendid grazing country. PRICE, £3 10s. per acre. Terms as arranged. No. 0/75 [502, 1029, 628, 1156]
ad-address: LAND AGENTS, 183 FEATHERSTON STREET, WELLINGTON. [644, 1205, 872, 1215]
ad-agent: C. C. ROSS AND CO., [694, 1623, 821, 1639]
ad-address: 20 PORT STREET, AUCKLAND. [936, 1734, 1052, 1743]
ad-agent: MURRAY, ROBERTS & CO., LTD., ABRAHAM & WILLIAMS, LTD., AUCTIONEERS. [232, 659, 352, 702]
ad-body: subdivided into areas of from 8 to 50 acres. This property is undoubtedly some of the finest winter fattening country in the Dominion, being rich deep alluvial deposit on shingle and consequently always warm and generous and ideal dairying land, and is in close proximity to the best stock market in the North Island, being only ½ mile from Feilding. [13, 269, 219, 331]
ad-body: 950 ACRES, situated 20 miles from Wanganui; 300 acres in grass and 50 acres bush; about 40 acres ploughable; carry 1200 sheep (including 400 breeding ewes), and 40 cattle; fenced and subdivided; woolshed, etc.; 6 paddocks; lease 39 years; rent 2s per acre. £2 10s per acre, and can be made FREEHOLD. TIP-TOP SHEEP COUNTRY. Watered by springs and creeks. Good wire fences. Cottage and shed. [229, 724, 355, 849]
